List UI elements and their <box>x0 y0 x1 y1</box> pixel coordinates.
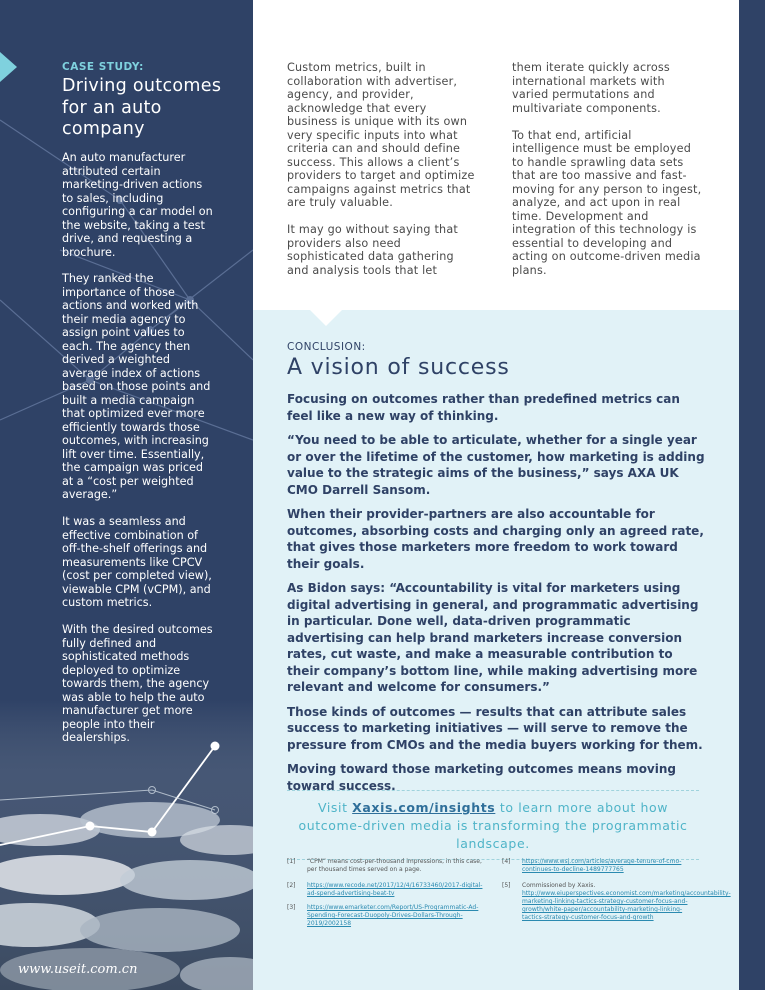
footnote-text: “CPM” means cost-per-thousand impressions, in this case, per thousand times served on a page. <box>307 858 482 873</box>
body-paragraph: Custom metrics, built in collaboration with advertiser, agency, and provider, acknowledge that every business is unique with its own very specific inputs into what criteria can and should define success. This allows a client’s providers to target and optimize campaigns against metrics that are truly valuable. <box>287 61 475 209</box>
case-study-label: CASE STUDY: <box>62 61 144 73</box>
footnote-link[interactable]: https://www.wsj.com/articles/average-tenure-of-cmo-continues-to-decline-1489777765 <box>522 858 682 873</box>
conclusion-paragraph: When their provider-partners are also accountable for outcomes, absorbing costs and charging only an agreed rate, that gives those marketers more freedom to work toward their goals. <box>287 507 704 571</box>
conclusion-label: CONCLUSION: <box>287 341 366 353</box>
conclusion-title: A vision of success <box>287 355 510 380</box>
footnote-text <box>522 882 731 922</box>
footnote-link[interactable]: https://www.emarketer.com/Report/US-Programmatic-Ad-Spending-Forecast-Duopoly-Drives-Dollars-Through-2019/2002158 <box>307 904 479 927</box>
watermark: www.useit.com.cn <box>18 962 138 977</box>
footnote-link[interactable]: http://www.eiuperspectives.economist.com/marketing/accountability-marketing-linking-tactics-strategy-customer-focus-and-growth/white-paper/accountability-marketing-linking-tactics-strategy-customer-focus-and-growth <box>522 890 731 921</box>
case-study-paragraph: It was a seamless and effective combination of off-the-shelf offerings and measurements like CPCV (cost per completed view), viewable CPM (vCPM), and custom metrics. <box>62 515 212 609</box>
case-study-title: Driving outcomes for an auto company <box>62 76 222 139</box>
footnote-number: [2] <box>287 882 296 889</box>
footnote-number: [5] <box>502 882 511 889</box>
conclusion-paragraph: As Bidon says: “Accountability is vital for marketers using digital advertising in general, and programmatic advertising in particular. Done well, data-driven programmatic advertising can help brand marketers increase conversion rates, cut waste, and make a measurable contribution to their company’s bottom line, while making advertising more relevant and welcome for consumers.” <box>287 581 699 694</box>
case-study-paragraph: With the desired outcomes fully defined and sophisticated methods deployed to optimize towards them, the agency was able to help the auto manufacturer get more people into their dealerships. <box>62 623 213 744</box>
cta-prefix: Visit <box>317 800 353 815</box>
footnote-number: [4] <box>502 858 511 865</box>
left-text-column <box>287 61 477 291</box>
body-paragraph: To that end, artificial intelligence must be employed to handle sprawling data sets that are too massive and fast-moving for any person to ingest, analyze, and act upon in real time. Development and integration of this technology is essential to developing and acting on outcome-driven media plans. <box>512 128 702 277</box>
conclusion-paragraph: Those kinds of outcomes — results that can attribute sales success to marketing initiatives — will serve to remove the pressure from CMOs and the media buyers working for them. <box>287 704 703 752</box>
footnote-text-prefix: Commissioned by Xaxis. <box>522 882 596 889</box>
right-text-column <box>512 61 702 291</box>
cta-suffix: to learn more about how outcome-driven media is transforming the programmatic landscape. <box>298 800 688 851</box>
case-study-paragraph: An auto manufacturer attributed certain marketing-driven actions to sales, including configuring a car model on the website, taking a test drive, and requesting a brochure. <box>62 151 213 259</box>
conclusion-paragraph: “You need to be able to articulate, whether for a single year or over the lifetime of the customer, how marketing is adding value to the strategic aims of the business,” says AXA UK CMO Darrell Sansom. <box>287 433 705 497</box>
body-paragraph: them iterate quickly across international markets with varied permutations and multivariate components. <box>512 61 670 115</box>
footnote-link[interactable]: https://www.recode.net/2017/12/4/16733460/2017-digital-ad-spend-advertising-beat-tv <box>307 882 483 897</box>
section-notch-icon <box>310 310 342 326</box>
conclusion-paragraph: Focusing on outcomes rather than predefined metrics can feel like a new way of thinking. <box>287 392 680 423</box>
footnote-number: [1] <box>287 858 296 865</box>
footnote-number: [3] <box>287 904 296 911</box>
body-paragraph: It may go without saying that providers also need sophisticated data gathering and analysis tools that let <box>287 223 458 277</box>
conclusion-paragraph: Moving toward those marketing outcomes means moving toward success. <box>287 762 677 793</box>
right-edge-band <box>739 0 765 990</box>
pointer-triangle-icon <box>0 52 17 82</box>
xaxis-insights-link[interactable]: Xaxis.com/insights <box>352 800 496 815</box>
case-study-paragraph: They ranked the importance of those actions and worked with their media agency to assign point values to each. The agency then derived a weighted average index of actions based on those points and built a media campaign that optimized ever more efficiently towards those outcomes, with increasing lift over time. Essentially, the campaign was priced at a “cost per weighted average.” <box>62 272 211 501</box>
call-to-action <box>287 790 699 860</box>
conclusion-body <box>287 391 707 802</box>
case-study-sidebar <box>0 0 253 990</box>
